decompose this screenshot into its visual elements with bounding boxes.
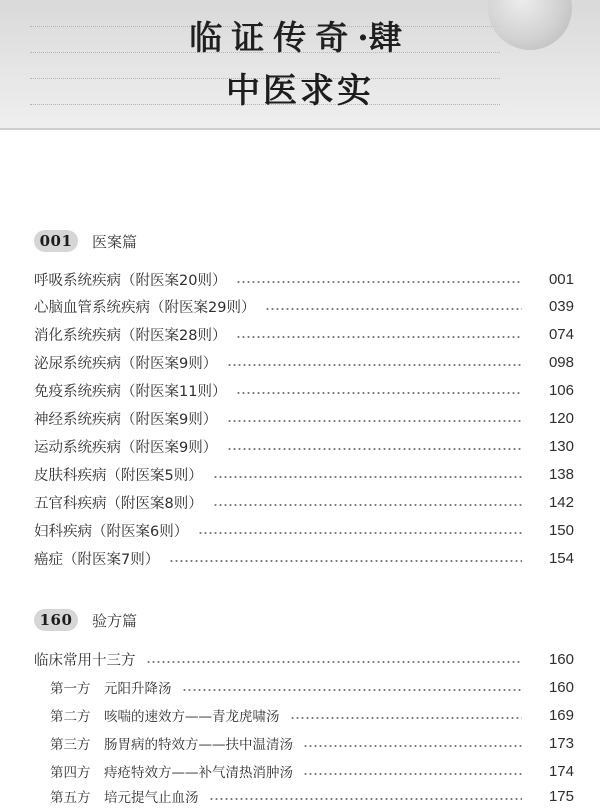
section-title: 医案篇 xyxy=(92,232,138,251)
section-header-prescriptions xyxy=(34,608,137,632)
toc-entry-label: 心脑血管系统疾病（附医案29则） xyxy=(34,299,256,316)
toc-entry-label: 泌尿系统疾病（附医案9则） xyxy=(34,355,218,372)
dot-leader xyxy=(227,364,522,366)
toc-entry-page: 160 xyxy=(548,678,574,696)
dot-leader xyxy=(227,448,522,450)
toc-entry-label: 消化系统疾病（附医案28则） xyxy=(34,327,227,344)
toc-entry-label: 第四方 痔疮特效方——补气清热消肿汤 xyxy=(50,765,293,781)
toc-entry-label: 免疫系统疾病（附医案11则） xyxy=(34,383,227,400)
toc-entry[interactable] xyxy=(34,518,574,542)
toc-entry-label: 五官科疾病（附医案8则） xyxy=(34,495,203,512)
book-subtitle: 中医求实 xyxy=(226,71,374,111)
dot-leader xyxy=(213,476,522,478)
toc-entry-page: 160 xyxy=(548,650,574,668)
toc-entry[interactable] xyxy=(34,294,574,318)
header-divider xyxy=(0,128,600,130)
toc-entry-label: 妇科疾病（附医案6则） xyxy=(34,523,189,540)
toc-entry-page: 039 xyxy=(548,297,574,315)
dot-leader xyxy=(169,560,522,562)
section-page-badge: 001 xyxy=(34,230,78,252)
dot-leader xyxy=(146,661,523,663)
toc-entry-page: 173 xyxy=(548,734,574,752)
toc-entry-label: 皮肤科疾病（附医案5则） xyxy=(34,467,203,484)
section-title: 验方篇 xyxy=(92,611,138,630)
dot-leader xyxy=(265,308,522,310)
toc-subentry[interactable] xyxy=(50,784,574,808)
toc-entry-page: 130 xyxy=(548,437,574,455)
section-header-cases xyxy=(34,229,137,253)
dot-leader xyxy=(213,504,522,506)
toc-entry[interactable] xyxy=(34,350,574,374)
dot-leader xyxy=(198,532,522,534)
book-volume: 肆 xyxy=(368,18,411,57)
book-title xyxy=(0,12,600,59)
book-title-text: 临证传奇 xyxy=(189,18,358,57)
toc-entry[interactable] xyxy=(34,378,574,402)
dot-leader xyxy=(236,336,522,338)
dot-leader xyxy=(236,281,522,283)
dot-leader xyxy=(182,689,523,691)
toc-entry-page: 142 xyxy=(548,493,574,511)
dot-leader xyxy=(236,392,522,394)
toc-entry-page: 001 xyxy=(548,270,574,288)
toc-entry-label: 呼吸系统疾病（附医案20则） xyxy=(34,272,227,289)
toc-entry-page: 174 xyxy=(548,762,574,780)
dot-leader xyxy=(303,745,522,747)
toc-entry-label: 第二方 咳喘的速效方——青龙虎啸汤 xyxy=(50,709,280,725)
dot-leader xyxy=(303,773,522,775)
toc-entry-page: 138 xyxy=(548,465,574,483)
toc-entry[interactable] xyxy=(34,546,574,570)
book-header xyxy=(0,0,600,130)
toc-entry-page: 175 xyxy=(548,787,574,805)
section-page-badge: 160 xyxy=(34,609,78,631)
toc-entry-label: 第一方 元阳升降汤 xyxy=(50,681,172,697)
dot-leader xyxy=(227,420,522,422)
toc-entry-page: 120 xyxy=(548,409,574,427)
toc-entry-page: 106 xyxy=(548,381,574,399)
toc-entry[interactable] xyxy=(34,434,574,458)
toc-entry-label: 癌症（附医案7则） xyxy=(34,551,160,568)
toc-entry[interactable] xyxy=(34,322,574,346)
toc-entry[interactable] xyxy=(34,647,574,671)
toc-subentry[interactable] xyxy=(50,675,574,699)
toc-entry-page: 154 xyxy=(548,549,574,567)
toc-entry-label: 第三方 肠胃病的特效方——扶中温清汤 xyxy=(50,737,293,753)
toc-entry-label: 神经系统疾病（附医案9则） xyxy=(34,411,218,428)
toc-entry[interactable] xyxy=(34,406,574,430)
toc-subentry[interactable] xyxy=(50,759,574,783)
toc-entry[interactable] xyxy=(34,462,574,486)
toc-entry-label: 临床常用十三方 xyxy=(34,652,136,669)
toc-entry-page: 150 xyxy=(548,521,574,539)
toc-entry[interactable] xyxy=(34,267,574,291)
toc-subentry[interactable] xyxy=(50,731,574,755)
toc-entry-label: 运动系统疾病（附医案9则） xyxy=(34,439,218,456)
toc-entry-page: 074 xyxy=(548,325,574,343)
toc-entry[interactable] xyxy=(34,490,574,514)
dot-leader xyxy=(290,717,523,719)
title-separator: · xyxy=(357,18,369,57)
toc-entry-label: 第五方 培元提气止血汤 xyxy=(50,790,199,806)
toc-entry-page: 169 xyxy=(548,706,574,724)
toc-subentry[interactable] xyxy=(50,703,574,727)
toc-entry-page: 098 xyxy=(548,353,574,371)
